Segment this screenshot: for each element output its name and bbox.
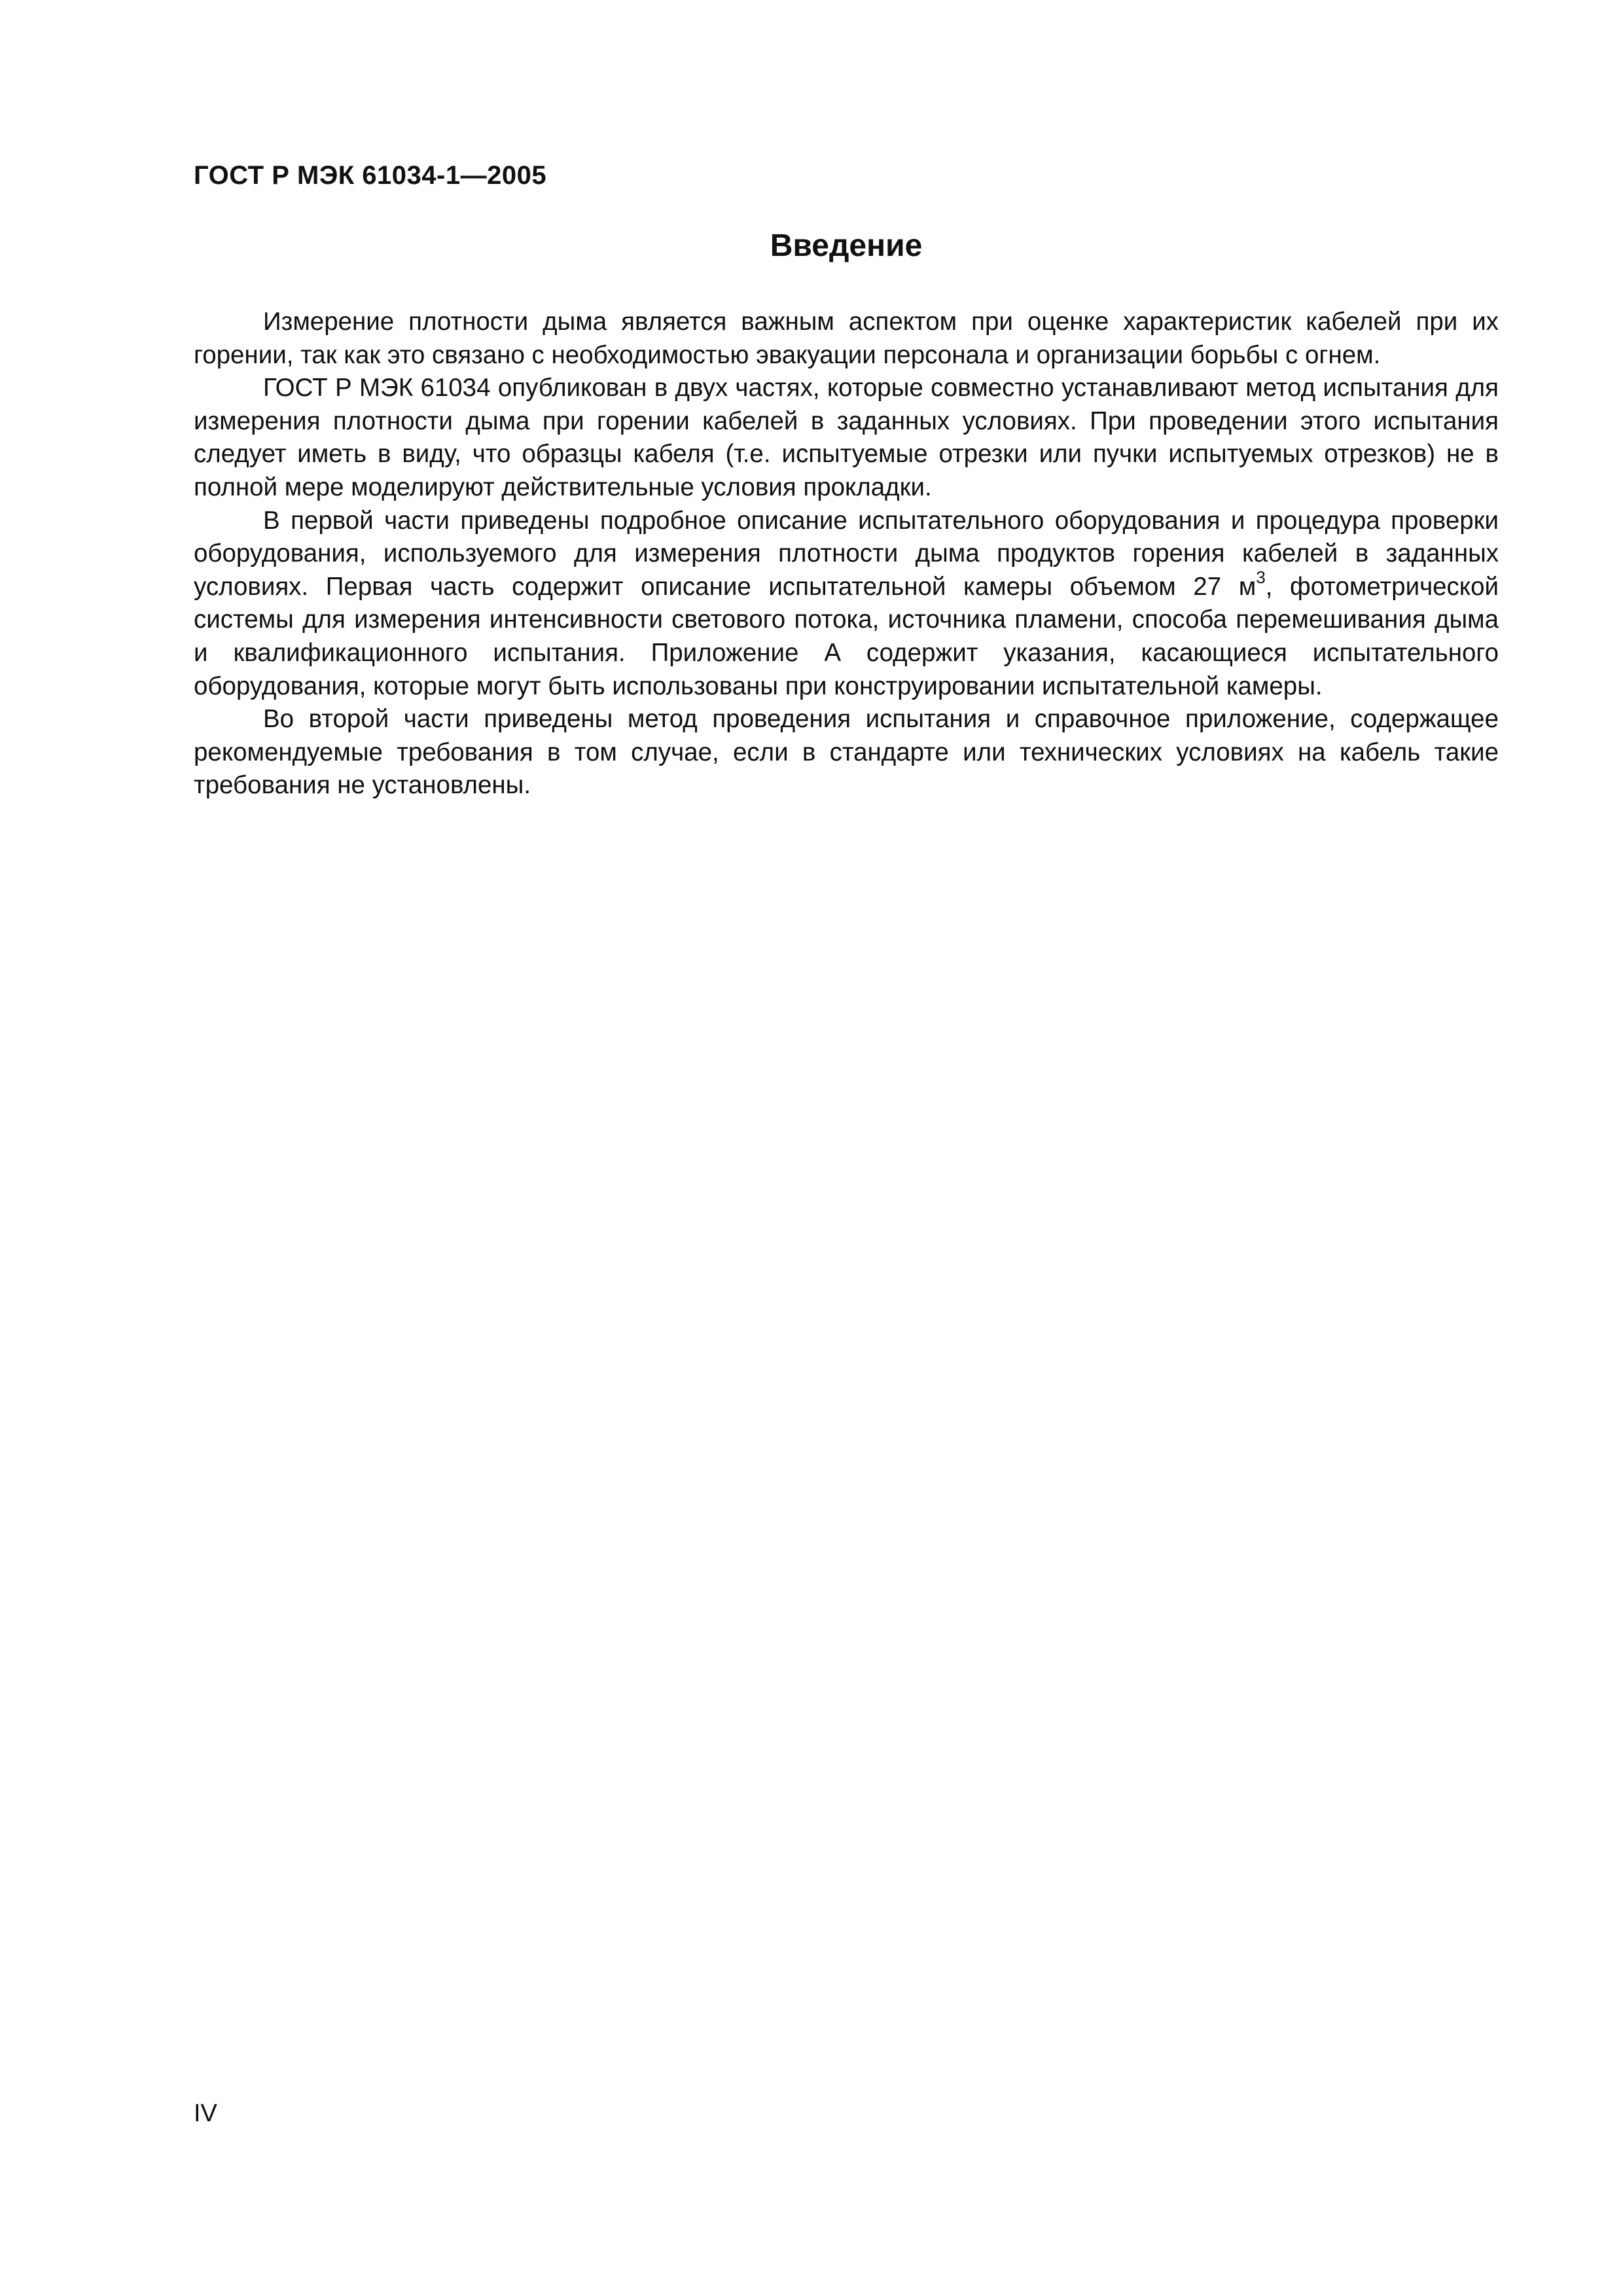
- paragraph-smoke-density-importance: Измерение плотности дыма является важным аспектом при оценке характеристик кабелей при их горении, так как это связано с необходимостью эвакуации персонала и организации борьбы с огнем.: [194, 308, 1499, 369]
- cubic-superscript: 3: [1256, 567, 1266, 587]
- paragraph-first-part: [194, 505, 1499, 704]
- paragraph-first-part-text-before: В первой части приведены подробное описание испытательного оборудования и процедура проверки оборудования, используемого для измерения плотности дыма продуктов горения кабелей в заданных условиях. Первая часть содержит описание испытательной камеры объемом 27 м: [194, 506, 1499, 601]
- paragraph-first-part-text-after: , фотометрической системы для измерения интенсивности светового потока, источника пламени, способа перемешивания дыма и квалификационного испытания. Приложение А содержит указания, касающиеся испытательного оборудования, которые могут быть использованы при конструировании испытательной камеры.: [194, 572, 1499, 700]
- body-text: [194, 306, 1499, 802]
- paragraph-second-part: Во второй части приведены метод проведения испытания и справочное приложение, содержащее рекомендуемые требования в том случае, если в стандарте или технических условиях на кабель такие требования не установлены.: [194, 705, 1499, 800]
- paragraph-standard-parts: ГОСТ Р МЭК 61034 опубликован в двух частях, которые совместно устанавливают метод испытания для измерения плотности дыма при горении кабелей в заданных условиях. При проведении этого испытания следует иметь в виду, что образцы кабеля (т.е. испытуемые отрезки или пучки испытуемых отрезков) не в полной мере моделируют действительные условия прокладки.: [194, 374, 1499, 501]
- standard-code-header: ГОСТ Р МЭК 61034-1—2005: [194, 161, 547, 190]
- section-title: Введение: [770, 228, 923, 263]
- page-number: IV: [194, 2100, 217, 2127]
